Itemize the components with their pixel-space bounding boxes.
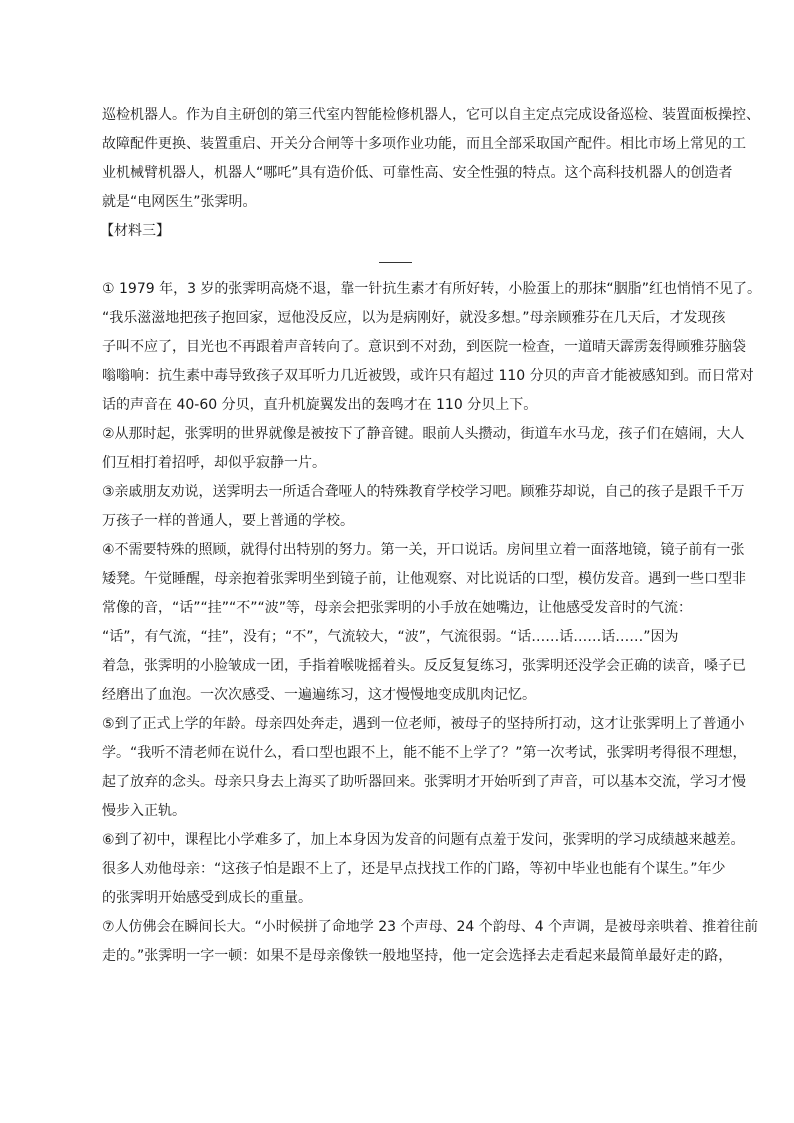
text-line: 走的。”张霁明一字一顿：如果不是母亲像铁一般地坚持，他一定会选择去走看起来最简单最好走的路， [102, 948, 733, 964]
text-line: 嗡嗡响：抗生素中毒导致孩子双耳听力几近被毁，或许只有超过 110 分贝的声音才能被感知到。而日常对 [102, 368, 754, 384]
text-line: 着急，张霁明的小脸皱成一团，手指着喉咙摇着头。反反复复练习，张霁明还没学会正确的读音，嗓子已 [102, 658, 746, 674]
text-line: ③亲戚朋友劝说，送霁明去一所适合聋哑人的特殊教育学校学习吧。顾雅芬却说，自己的孩子是跟千千万 [102, 484, 745, 500]
text-line: ① 1979 年，3 岁的张霁明高烧不退，靠一针抗生素才有所好转，小脸蛋上的那抹“胭脂”红也悄悄不见了。 [102, 281, 761, 297]
section-heading: 【材料三】 [100, 223, 170, 239]
text-line: 慢步入正轨。 [102, 803, 186, 819]
text-line: 矮凳。午觉睡醒，母亲抱着张霁明坐到镜子前，让他观察、对比说话的口型，模仿发音。遇到一些口型非 [102, 571, 746, 587]
text-line: ④不需要特殊的照顾，就得付出特别的努力。第一关，开口说话。房间里立着一面落地镜，镜子前有一张 [102, 542, 745, 558]
text-line: 常像的音，“话”“挂”“不”“波”等，母亲会把张霁明的小手放在她嘴边，让他感受发音时的气流： [102, 600, 693, 616]
text-line: “话”，有气流，“挂”，没有；“不”，气流较大，“波”，气流很弱。“话……话……话……”因为 [102, 629, 679, 645]
text-line: ⑦人仿佛会在瞬间长大。“小时候拼了命地学 23 个声母、24 个韵母、4 个声调，是被母亲哄着、推着往前 [102, 919, 759, 935]
text-line: 万孩子一样的普通人，要上普通的学校。 [102, 513, 354, 529]
text-line: 起了放弃的念头。母亲只身去上海买了助听器回来。张霁明才开始听到了声音，可以基本交流，学习才慢 [102, 774, 746, 790]
text-line: ②从那时起，张霁明的世界就像是被按下了静音键。眼前人头攒动，街道车水马龙，孩子们在嬉闹，大人 [102, 426, 745, 442]
text-line: 业机械臂机器人，机器人“哪吒”具有造价低、可靠性高、安全性强的特点。这个高科技机器人的创造者 [102, 165, 733, 181]
text-line: 故障配件更换、装置重启、开关分合闸等十多项作业功能，而且全部采取国产配件。相比市场上常见的工 [102, 136, 746, 152]
text-line: 很多人劝他母亲：“这孩子怕是跟不上了，还是早点找找工作的门路，等初中毕业也能有个谋生。”年少 [102, 861, 726, 877]
text-line: “我乐滋滋地把孩子抱回家，逗他没反应，以为是病刚好，就没多想。”母亲顾雅芬在几天后，才发现孩 [102, 310, 726, 326]
text-line: 们互相打着招呼，却似乎寂静一片。 [102, 455, 326, 471]
text-line: 话的声音在 40-60 分贝，直升机旋翼发出的轰鸣才在 110 分贝上下。 [102, 397, 538, 413]
intro-paragraph [102, 101, 760, 217]
title-dash [379, 262, 412, 263]
text-line: 经磨出了血泡。一次次感受、一遍遍练习，这才慢慢地变成肌肉记忆。 [102, 687, 536, 703]
text-line: 巡检机器人。作为自主研创的第三代室内智能检修机器人，它可以自主定点完成设备巡检、装置面板操控、 [102, 107, 760, 123]
text-line: ⑥到了初中，课程比小学难多了，加上本身因为发音的问题有点羞于发问，张霁明的学习成绩越来越差。 [102, 832, 745, 848]
text-line: ⑤到了正式上学的年龄。母亲四处奔走，遇到一位老师，被母子的坚持所打动，这才让张霁明上了普通小 [102, 716, 745, 732]
article-body [102, 275, 761, 971]
text-line: 的张霁明开始感受到成长的重量。 [102, 890, 312, 906]
text-line: 就是“电网医生”张霁明。 [102, 194, 257, 210]
article-title [102, 246, 710, 275]
text-line: 子叫不应了，目光也不再跟着声音转向了。意识到不对劲，到医院一检查，一道晴天霹雳轰得顾雅芬脑袋 [102, 339, 746, 355]
text-line: 学。“我听不清老师在说什么，看口型也跟不上，能不能不上学了？”第一次考试，张霁明考得很不理想， [102, 745, 747, 761]
